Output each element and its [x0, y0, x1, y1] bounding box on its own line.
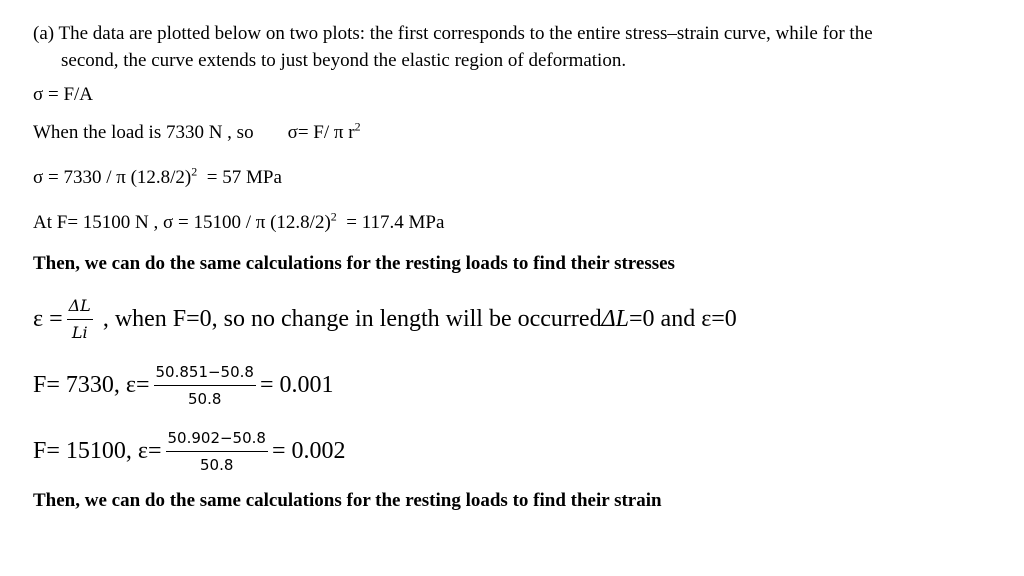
strain-calc-1-result: = 0.001 [259, 372, 334, 398]
stress-note: Then, we can do the same calculations for the resting loads to find their stresses [33, 253, 675, 274]
strain-def-tail: =0 and ε=0 [629, 306, 737, 332]
strain-calc-1-prefix: F= 7330, ε= [33, 372, 150, 398]
strain-definition [33, 296, 737, 343]
stress-formula: σ= F/ π r [287, 122, 355, 143]
intro-paragraph [33, 20, 993, 74]
strain-calc-2 [33, 428, 346, 475]
strain-calc-2-denominator: 50.8 [200, 456, 234, 474]
fraction-bar [154, 385, 256, 386]
strain-calc-1-fraction [154, 362, 256, 409]
stress-calc-1-expr: σ = 7330 / π (12.8/2) [33, 167, 192, 188]
strain-note: Then, we can do the same calculations for the resting loads to find their strain [33, 490, 662, 511]
strain-calc-2-result: = 0.002 [271, 438, 346, 464]
strain-def-fraction [67, 296, 93, 343]
fraction-bar [166, 451, 268, 452]
stress-formula-exponent: 2 [354, 119, 361, 134]
stress-calc-2-expr: At F= 15100 N , σ = 15100 / π (12.8/2) [33, 212, 331, 233]
strain-calc-1 [33, 362, 334, 409]
strain-calc-2-prefix: F= 15100, ε= [33, 438, 162, 464]
stress-calc-2-exponent: 2 [330, 209, 337, 224]
strain-def-numerator: ΔL [68, 296, 91, 315]
strain-def-denominator: Li [71, 323, 88, 342]
stress-calc-1-result: = 57 MPa [206, 167, 282, 188]
strain-def-delta: ΔL [601, 306, 629, 332]
strain-calc-2-fraction [166, 428, 268, 475]
stress-calc-2-result: = 117.4 MPa [346, 212, 445, 233]
stress-calc-1 [33, 164, 282, 189]
stress-calc-1-exponent: 2 [191, 164, 198, 179]
intro-line-2: second, the curve extends to just beyond the elastic region of deformation. [61, 50, 627, 71]
load-text: When the load is 7330 N , so [33, 122, 254, 143]
strain-def-prefix: ε = [33, 306, 63, 332]
stress-definition: σ = F/A [33, 84, 94, 105]
strain-calc-1-denominator: 50.8 [188, 390, 222, 408]
stress-calc-2 [33, 209, 445, 234]
strain-def-text: , when F=0, so no change in length will be occurred [102, 306, 602, 332]
strain-calc-2-numerator: 50.902−50.8 [167, 429, 266, 447]
intro-line-1: (a) The data are plotted below on two plots: the first corresponds to the entire stress–strain curve, while for the [33, 23, 873, 44]
strain-calc-1-numerator: 50.851−50.8 [155, 363, 254, 381]
fraction-bar [67, 319, 93, 320]
stress-load-line [33, 119, 361, 144]
